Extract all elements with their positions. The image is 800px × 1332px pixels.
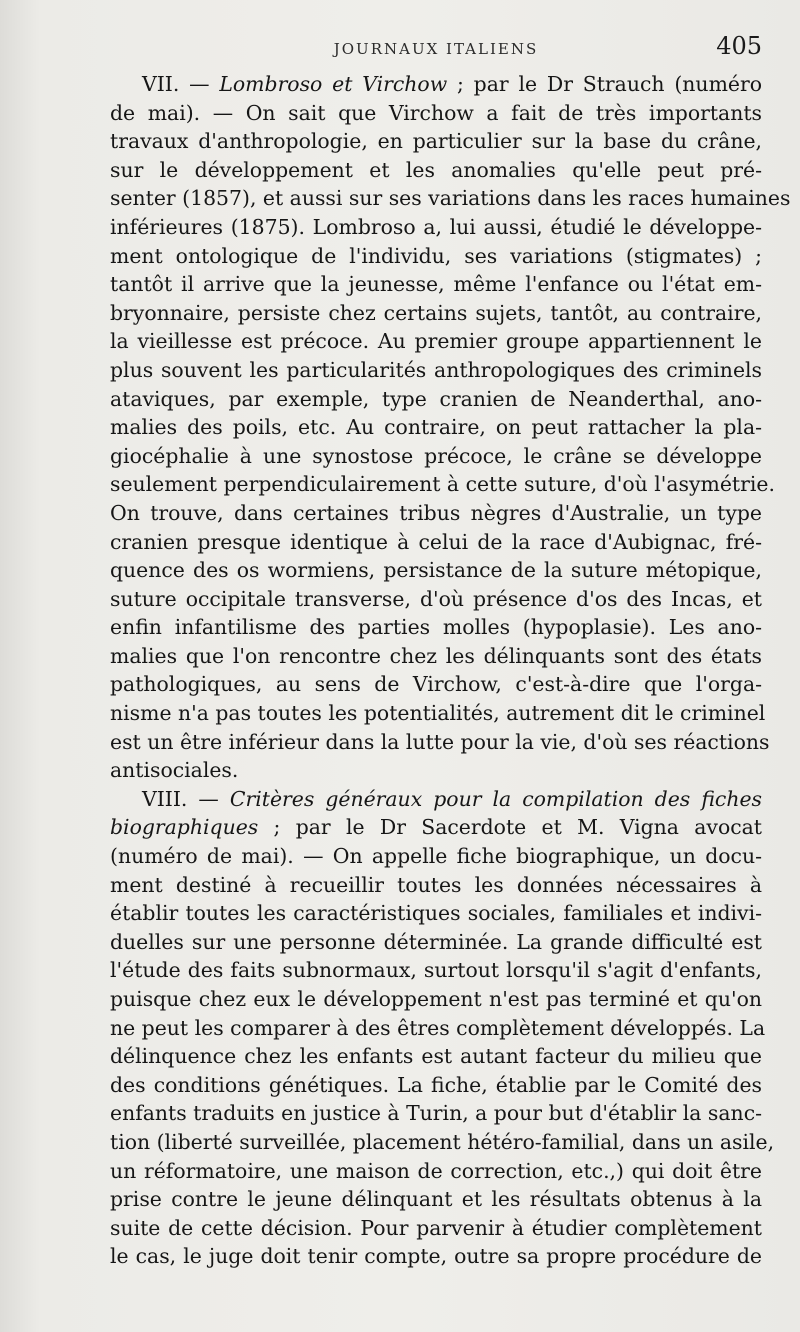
running-title: JOURNAUX ITALIENS <box>333 40 539 58</box>
text-line <box>110 613 762 642</box>
text-line <box>110 956 762 985</box>
text-run: de mai). — On sait que Virchow a fait de très importants <box>110 100 762 125</box>
italic-text-run: Critères généraux pour la compilation des fiches <box>229 786 763 811</box>
text-line <box>110 127 762 156</box>
text-run: prise contre le jeune délinquant et les résultats obtenus à la <box>110 1187 762 1212</box>
text-line <box>110 327 762 356</box>
text-line <box>110 99 762 128</box>
text-line <box>110 813 762 842</box>
text-line <box>110 899 762 928</box>
text-run: l'étude des faits subnormaux, surtout lorsqu'il s'agit d'enfants, <box>110 958 762 983</box>
text-line <box>110 985 762 1014</box>
text-line <box>110 556 762 585</box>
text-run: ne peut les comparer à des êtres complètement développés. La <box>110 1015 766 1040</box>
text-run: sur le développement et les anomalies qu'elle peut pré- <box>110 157 762 182</box>
text-run: ; par le Dr Sacerdote et M. Vigna avocat <box>258 815 762 840</box>
text-run: On trouve, dans certaines tribus nègres d'Australie, un type <box>110 500 762 525</box>
text-line <box>110 1185 762 1214</box>
text-line <box>110 785 762 814</box>
text-run: seulement perpendiculairement à cette suture, d'où l'asymétrie. <box>110 472 775 497</box>
text-run: VII. — <box>142 72 220 96</box>
text-run: puisque chez eux le développement n'est pas terminé et qu'on <box>110 987 762 1011</box>
text-run: senter (1857), et aussi sur ses variations dans les races humaines <box>110 186 791 211</box>
text-line <box>110 213 762 242</box>
text-run: la vieillesse est précoce. Au premier groupe appartiennent le <box>110 329 762 354</box>
text-line <box>110 356 762 385</box>
text-run: des conditions génétiques. La fiche, établie par le Comité des <box>110 1072 762 1097</box>
text-line <box>110 1128 775 1157</box>
text-line <box>110 1242 762 1271</box>
text-line <box>110 871 762 900</box>
text-run: (numéro de mai). — On appelle fiche biographique, un docu- <box>110 844 762 869</box>
text-line <box>110 670 762 699</box>
text-run: cranien presque identique à celui de la race d'Aubignac, fré- <box>110 529 762 554</box>
text-line <box>110 928 762 957</box>
text-line <box>110 442 762 471</box>
text-run: enfants traduits en justice à Turin, a pour but d'établir la sanc- <box>110 1101 762 1126</box>
text-line <box>110 156 762 185</box>
body-text <box>110 70 791 1271</box>
text-run: plus souvent les particularités anthropologiques des criminels <box>110 357 762 382</box>
text-run: suture occipitale transverse, d'où présence d'os des Incas, et <box>110 586 762 611</box>
text-run: ataviques, par exemple, type cranien de Neanderthal, ano- <box>110 386 762 411</box>
text-run: ment ontologique de l'individu, ses variations (stigmates) ; <box>110 243 762 268</box>
text-run: ment destiné à recueillir toutes les données nécessaires à <box>110 872 762 897</box>
text-run: malies que l'on rencontre chez les délinquants sont des états <box>110 643 762 668</box>
text-run: le cas, le juge doit tenir compte, outre sa propre procédure de <box>110 1244 762 1269</box>
text-run: travaux d'anthropologie, en particulier sur la base du crâne, <box>110 129 762 154</box>
text-line <box>110 728 770 757</box>
text-run: tion (liberté surveillée, placement hétéro-familial, dans un asile, <box>110 1129 775 1154</box>
text-line <box>110 1099 762 1128</box>
text-line <box>110 1214 762 1243</box>
text-line <box>110 1071 762 1100</box>
text-line <box>110 756 762 785</box>
section-viii-paragraph <box>110 785 775 1271</box>
text-line <box>110 413 762 442</box>
text-run: tantôt il arrive que la jeunesse, même l'enfance ou l'état em- <box>110 272 762 297</box>
text-line <box>110 1042 762 1071</box>
text-line <box>110 499 762 528</box>
text-line <box>110 585 762 614</box>
text-run: antisociales. <box>110 758 239 783</box>
italic-text-run: biographiques <box>110 815 259 840</box>
text-line <box>110 184 791 213</box>
text-line <box>110 299 762 328</box>
text-line <box>110 528 762 557</box>
italic-text-run: Lombroso et Virchow <box>219 72 448 96</box>
text-run: nisme n'a pas toutes les potentialités, autrement dit le criminel <box>110 701 766 726</box>
text-line <box>110 470 775 499</box>
text-run: enfin infantilisme des parties molles (hypoplasie). Les ano- <box>110 615 762 640</box>
page-number: 405 <box>716 32 762 60</box>
text-line <box>110 70 762 99</box>
text-run: VIII. — <box>142 786 230 811</box>
section-vii-paragraph <box>110 70 791 785</box>
text-line <box>110 1157 762 1186</box>
text-line <box>110 699 766 728</box>
text-run: duelles sur une personne déterminée. La grande difficulté est <box>110 929 762 954</box>
text-run: est un être inférieur dans la lutte pour la vie, d'où ses réactions <box>110 729 770 754</box>
text-line <box>110 242 762 271</box>
text-run: pathologiques, au sens de Virchow, c'est-à-dire que l'orga- <box>110 672 762 697</box>
text-run: malies des poils, etc. Au contraire, on peut rattacher la pla- <box>110 415 762 440</box>
text-line <box>110 385 762 414</box>
text-run: délinquence chez les enfants est autant facteur du milieu que <box>110 1044 762 1069</box>
page-header <box>110 26 762 70</box>
text-run: quence des os wormiens, persistance de la suture métopique, <box>110 558 762 583</box>
text-line <box>110 270 762 299</box>
text-line <box>110 1014 766 1043</box>
text-run: giocéphalie à une synostose précoce, le crâne se développe <box>110 443 762 468</box>
text-run: bryonnaire, persiste chez certains sujets, tantôt, au contraire, <box>110 300 762 325</box>
text-run: inférieures (1875). Lombroso a, lui aussi, étudié le développe- <box>110 214 762 239</box>
text-run: établir toutes les caractéristiques sociales, familiales et indivi- <box>110 901 762 926</box>
text-run: un réformatoire, une maison de correction, etc.,) qui doit être <box>110 1158 762 1183</box>
text-line <box>110 842 762 871</box>
text-run: ; par le Dr Strauch (numéro <box>447 72 762 96</box>
text-line <box>110 642 762 671</box>
text-run: suite de cette décision. Pour parvenir à étudier complètement <box>110 1215 762 1240</box>
